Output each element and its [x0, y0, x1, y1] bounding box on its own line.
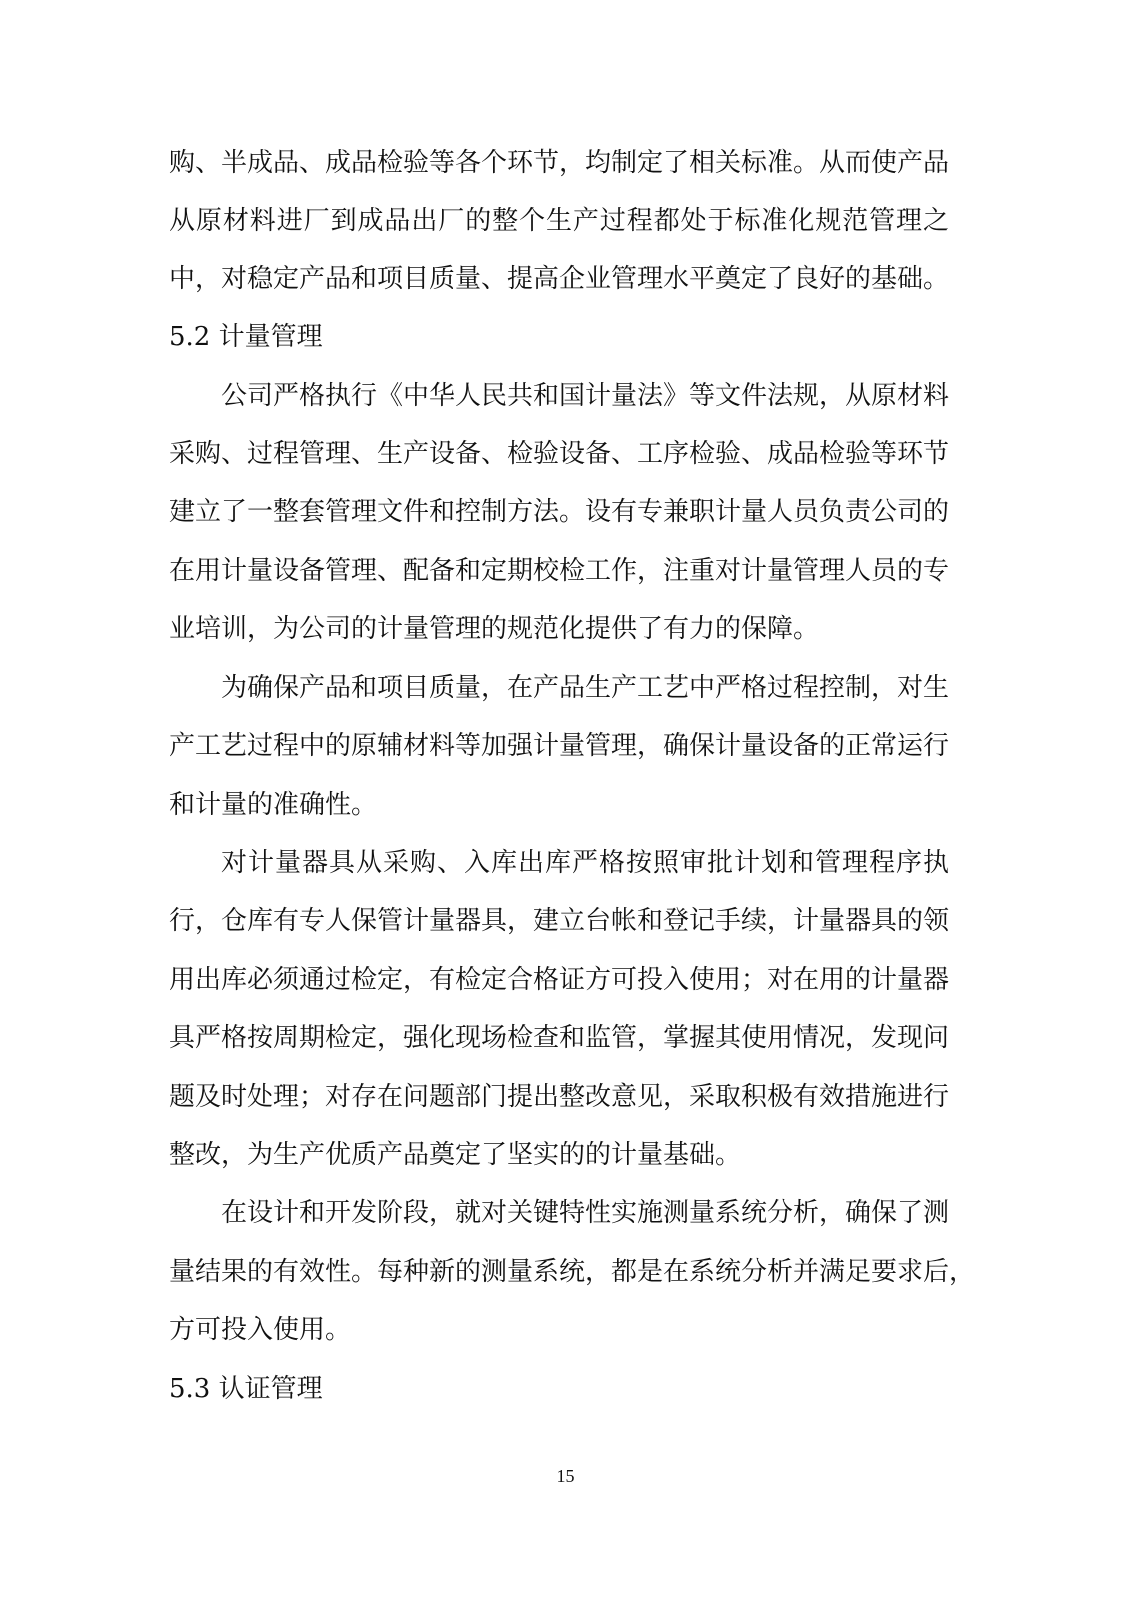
paragraph-line: 整改，为生产优质产品奠定了坚实的的计量基础。: [169, 1140, 742, 1170]
paragraph-line: 和计量的准确性。: [169, 790, 378, 820]
paragraph-line: 方可投入使用。: [169, 1315, 352, 1345]
paragraph-line: 业培训，为公司的计量管理的规范化提供了有力的保障。: [169, 614, 820, 644]
paragraph-line: 量结果的有效性。每种新的测量系统，都是在系统分析并满足要求后，: [169, 1257, 976, 1287]
paragraph-line: 采购、过程管理、生产设备、检验设备、工序检验、成品检验等环节: [169, 439, 950, 469]
page-number: 15: [556, 1466, 575, 1486]
paragraph-line: 产工艺过程中的原辅材料等加强计量管理，确保计量设备的正常运行: [169, 731, 950, 761]
paragraph-line: 在设计和开发阶段，就对关键特性实施测量系统分析，确保了测: [221, 1198, 950, 1228]
paragraph-line: 对计量器具从采购、入库出库严格按照审批计划和管理程序执: [221, 848, 949, 878]
section-heading-5-2: 5.2 计量管理: [169, 322, 323, 352]
section-heading-5-3: 5.3 认证管理: [169, 1374, 323, 1404]
paragraph-line: 用出库必须通过检定，有检定合格证方可投入使用；对在用的计量器: [169, 965, 950, 995]
paragraph-line: 行，仓库有专人保管计量器具，建立台帐和登记手续，计量器具的领: [169, 906, 950, 936]
paragraph-line: 题及时处理；对存在问题部门提出整改意见，采取积极有效措施进行: [169, 1082, 950, 1112]
paragraph-line: 从原材料进厂到成品出厂的整个生产过程都处于标准化规范管理之: [169, 206, 949, 236]
paragraph-line: 建立了一整套管理文件和控制方法。设有专兼职计量人员负责公司的: [169, 497, 950, 527]
paragraph-line: 中，对稳定产品和项目质量、提高企业管理水平奠定了良好的基础。: [169, 264, 950, 294]
paragraph-line: 购、半成品、成品检验等各个环节，均制定了相关标准。从而使产品: [169, 148, 950, 178]
paragraph-line: 具严格按周期检定，强化现场检查和监管，掌握其使用情况，发现问: [169, 1023, 950, 1053]
paragraph-line: 在用计量设备管理、配备和定期校检工作，注重对计量管理人员的专: [169, 556, 950, 586]
paragraph-line: 为确保产品和项目质量，在产品生产工艺中严格过程控制，对生: [221, 673, 950, 703]
paragraph-line: 公司严格执行《中华人民共和国计量法》等文件法规，从原材料: [221, 381, 950, 411]
